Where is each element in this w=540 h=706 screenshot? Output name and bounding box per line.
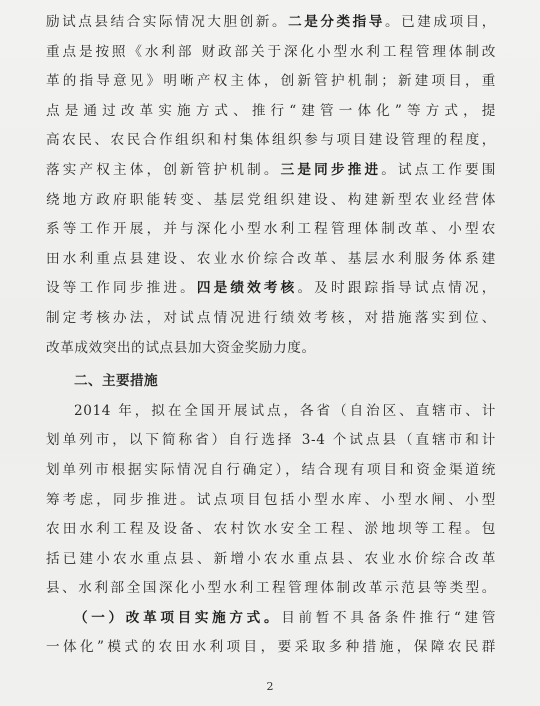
text-line: 高农民、农民合作组织和村集体组织参与项目建设管理的程度，	[46, 132, 496, 149]
text-run: 励试点县结合实际情况大胆创新。	[46, 14, 289, 30]
text-line: 县、水利部全国深化小型水利工程管理体制改革示范县等类型。	[46, 580, 496, 597]
text-run: 设等工作同步推进。	[46, 280, 197, 297]
text-run: 。试点工作要围	[381, 161, 496, 178]
text-line: 一体化”模式的农田水利项目，要采取多种措施，保障农民群	[46, 639, 496, 656]
section-heading: 二、主要措施	[74, 373, 158, 390]
text-line: 绕地方政府职能转变、基层党组织建设、构建新型农业经营体	[46, 191, 496, 208]
text-line: 2014 年，拟在全国开展试点，各省（自治区、直辖市、计	[74, 402, 496, 419]
text-line	[46, 604, 496, 634]
text-line: 田水利重点县建设、农业水价综合改革、基层水利服务体系建	[46, 250, 496, 267]
text-line	[46, 156, 496, 186]
text-line: 重点是按照《水利部 财政部关于深化小型水利工程管理体制改	[46, 43, 496, 60]
bold-phrase: 四是绩效考核	[196, 280, 298, 297]
text-line: 革的指导意见》明晰产权主体，创新管护机制；新建项目，重	[46, 73, 496, 90]
text-line: 筹考虑，同步推进。试点项目包括小型水库、小型水闸、小型	[46, 491, 496, 508]
bold-phrase: 二是分类指导	[288, 14, 385, 30]
text-line: 系等工作开展，并与深化小型水利工程管理体制改革、小型农	[46, 221, 496, 238]
text-line: 点是通过改革实施方式、推行“建管一体化”等方式，提	[46, 102, 496, 119]
text-run: 目前暂不具备条件推行“建管	[281, 609, 497, 626]
bold-phrase: 三是同步推进	[280, 161, 382, 178]
text-run: 。已建成项目，	[384, 14, 496, 30]
subsection-heading: （一）改革项目实施方式。	[74, 609, 282, 626]
text-run: 。及时跟踪指导试点情况，	[297, 280, 497, 297]
text-line	[46, 8, 496, 38]
text-line: 划单列市根据实际情况自行确定），结合现有项目和资金渠道统	[46, 461, 496, 478]
text-line: 划单列市，以下简称省）自行选择 3-4 个试点县（直辖市和计	[46, 432, 496, 449]
page-number: 2	[266, 680, 274, 693]
text-line	[46, 274, 496, 304]
text-line: 制定考核办法，对试点情况进行绩效考核，对措施落实到位、	[46, 309, 496, 326]
text-run: 落实产权主体，创新管护机制。	[46, 161, 281, 178]
text-line: 农田水利工程及设备、农村饮水安全工程、淤地坝等工程。包	[46, 521, 496, 538]
text-line: 括已建小农水重点县、新增小农水重点县、农业水价综合改革	[46, 550, 496, 567]
text-line: 改革成效突出的试点县加大资金奖励力度。	[46, 339, 316, 356]
paragraph-pilot-principles	[46, 8, 496, 363]
paragraph-main-measures	[46, 397, 496, 604]
paragraph-reform-implementation	[46, 604, 496, 663]
